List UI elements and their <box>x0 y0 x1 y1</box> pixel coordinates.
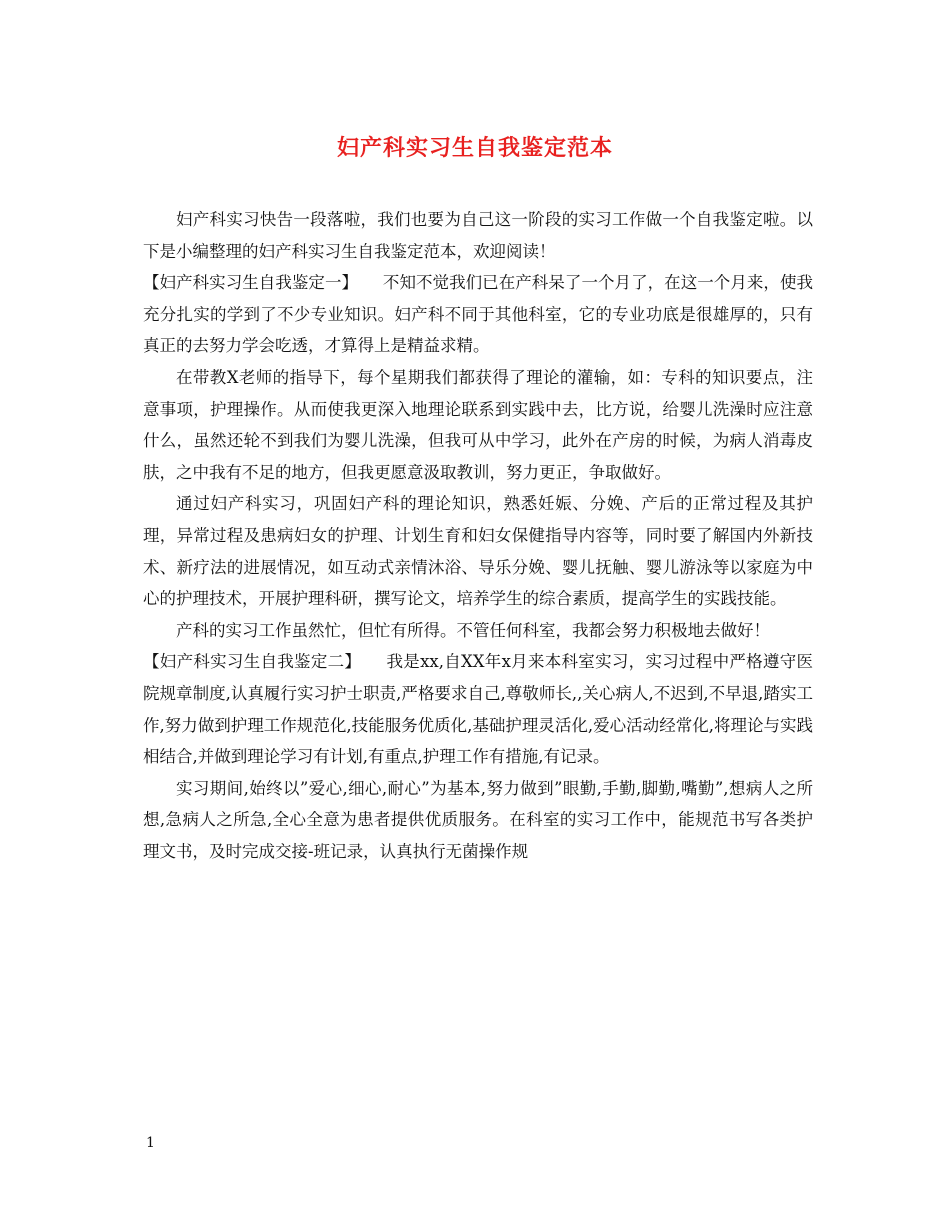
paragraph: 在带教X老师的指导下，每个星期我们都获得了理论的灌输，如：专科的知识要点，注意事项，护理操作。从而使我更深入地理论联系到实践中去，比方说，给婴儿洗澡时应注意什么，虽然还轮不到我们为婴儿洗澡，但我可从中学习，此外在产房的时候，为病人消毒皮肤，之中我有不足的地方，但我更愿意汲取教训，努力更正，争取做好。 <box>143 367 813 482</box>
section-paragraph <box>143 646 813 772</box>
document-title: 妇产科实习生自我鉴定范本 <box>336 136 613 161</box>
paragraph: 产科的实习工作虽然忙，但忙有所得。不管任何科室，我都会努力积极地去做好！ <box>176 620 770 640</box>
section-text: 不知不觉我们已在产科呆了一个月了，在这一个月来，使我充分扎实的学到了不少专业知识。妇产科不同于其他科室，它的专业功底是很雄厚的，只有真正的去努力学会吃透，才算得上是精益求精。 <box>143 273 814 356</box>
section-text: 我是xx,自XX年x月来本科室实习，实习过程中严格遵守医院规章制度,认真履行实习护士职责,严格要求自己,尊敬师长,,关心病人,不迟到,不早退,踏实工作,努力做到护理工作规范化,技能服务优质化,基础护理灵活化,爱心活动经常化,将理论与实践相结合,并做到理论学习有计划,有重点,护理工作有措施,有记录。 <box>143 652 814 767</box>
section-heading: 【妇产科实习生自我鉴定一】 <box>143 273 350 293</box>
section-paragraph <box>143 267 813 362</box>
page-number: 1 <box>146 1135 155 1151</box>
document-body <box>143 204 813 867</box>
section-heading: 【妇产科实习生自我鉴定二】 <box>143 652 353 672</box>
paragraph: 妇产科实习快告一段落啦，我们也要为自己这一阶段的实习工作做一个自我鉴定啦。以下是小编整理的妇产科实习生自我鉴定范本，欢迎阅读！ <box>143 210 813 261</box>
paragraph: 实习期间,始终以”爱心,细心,耐心”为基本,努力做到”眼勤,手勤,脚勤,嘴勤”,想病人之所想,急病人之所急,全心全意为患者提供优质服务。在科室的实习工作中，能规范书写各类护理文书，及时完成交接-班记录，认真执行无菌操作规 <box>143 778 813 861</box>
paragraph: 通过妇产科实习，巩固妇产科的理论知识，熟悉妊娠、分娩、产后的正常过程及其护理，异常过程及患病妇女的护理、计划生育和妇女保健指导内容等，同时要了解国内外新技术、新疗法的进展情况，如互动式亲情沐浴、导乐分娩、婴儿抚触、婴儿游泳等以家庭为中心的护理技术，开展护理科研，撰写论文，培养学生的综合素质，提高学生的实践技能。 <box>143 494 813 609</box>
